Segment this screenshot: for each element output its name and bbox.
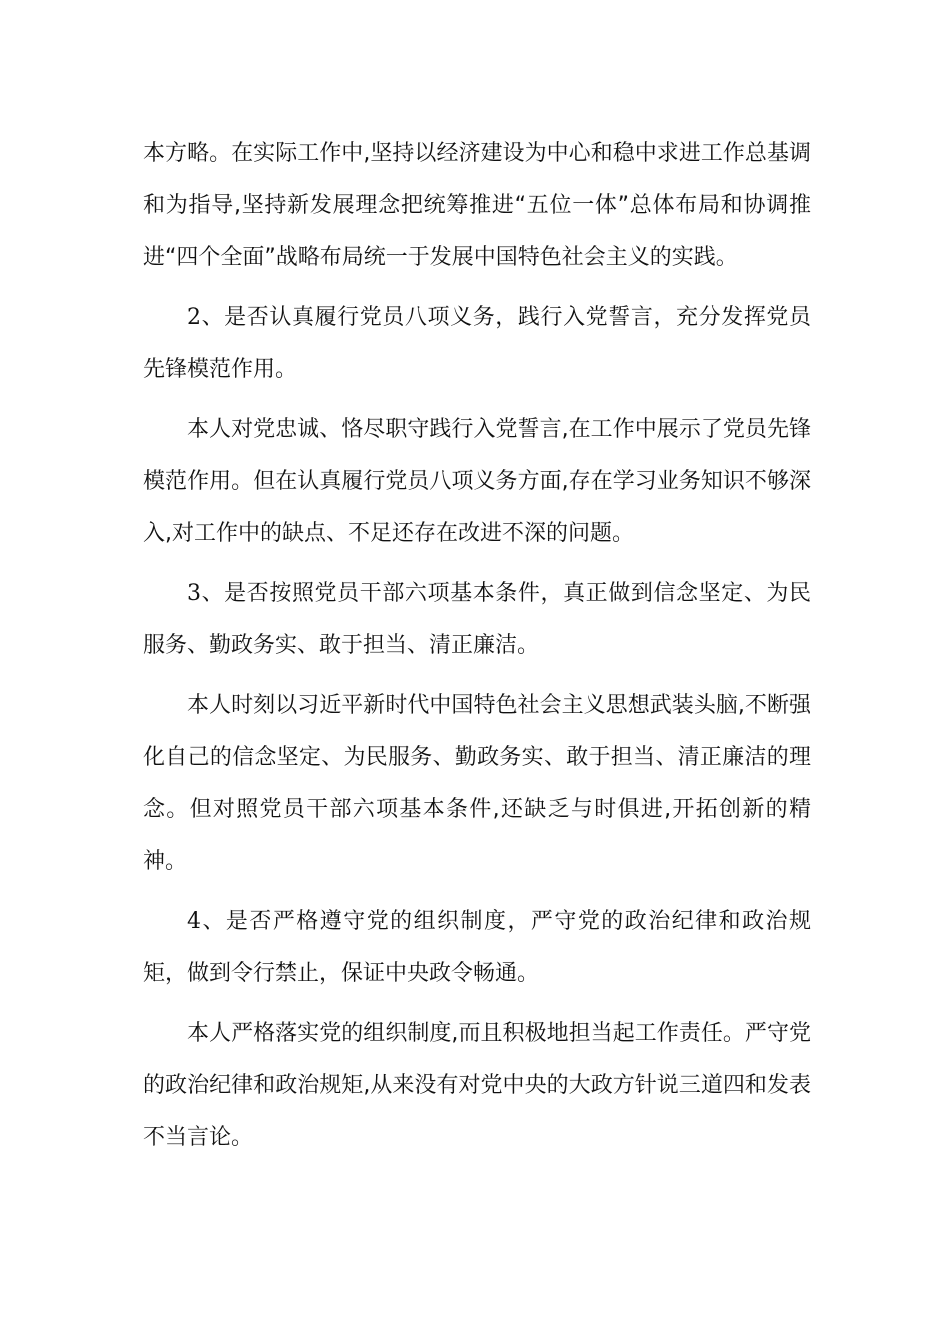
question-3: 3、是否按照党员干部六项基本条件，真正做到信念坚定、为民服务、勤政务实、敢于担当、清正廉洁。 (143, 581, 811, 658)
answer-4: 本人严格落实党的组织制度,而且积极地担当起工作责任。严守党的政治纪律和政治规矩,从来没有对党中央的大政方针说三道四和发表不当言论。 (143, 1021, 811, 1150)
question-4: 4、是否严格遵守党的组织制度，严守党的政治纪律和政治规矩，做到令行禁止，保证中央政令畅通。 (143, 909, 811, 986)
question-2: 2、是否认真履行党员八项义务，践行入党誓言，充分发挥党员先锋模范作用。 (143, 305, 811, 382)
answer-3: 本人时刻以习近平新时代中国特色社会主义思想武装头脑,不断强化自己的信念坚定、为民服务、勤政务实、敢于担当、清正廉洁的理念。但对照党员干部六项基本条件,还缺乏与时俱进,开拓创新的精神。 (143, 693, 811, 874)
answer-2: 本人对党忠诚、恪尽职守践行入党誓言,在工作中展示了党员先锋模范作用。但在认真履行党员八项义务方面,存在学习业务知识不够深入,对工作中的缺点、不足还存在改进不深的问题。 (143, 417, 811, 546)
paragraph-continuation: 本方略。在实际工作中,坚持以经济建设为中心和稳中求进工作总基调和为指导,坚持新发展理念把统筹推进“五位一体”总体布局和协调推进“四个全面”战略布局统一于发展中国特色社会主义的实践。 (143, 141, 811, 270)
document-body (143, 128, 811, 1172)
